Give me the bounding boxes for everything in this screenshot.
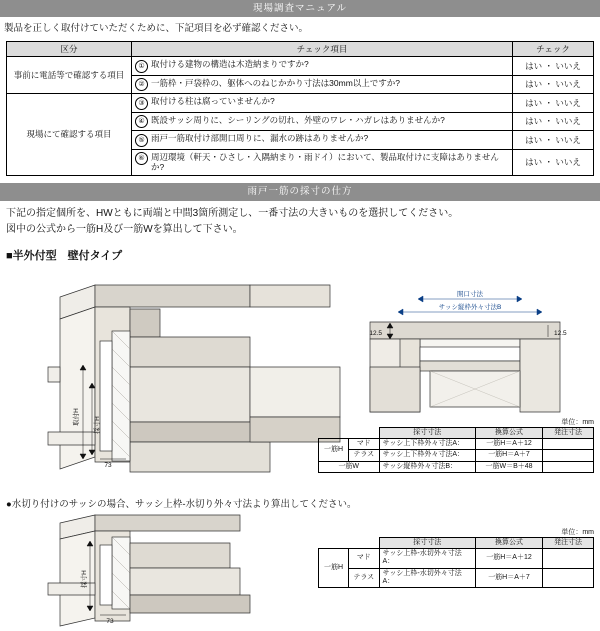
col-measured: 採寸寸法 bbox=[379, 537, 476, 548]
row-subtype: マド bbox=[349, 438, 380, 449]
dim-label-saisun-h: 採寸H bbox=[94, 415, 101, 434]
dimension-table-2 bbox=[318, 537, 594, 589]
manual-title-banner: 現場調査マニュアル bbox=[0, 0, 600, 17]
col-blank-a bbox=[319, 427, 349, 438]
col-formula: 換算公式 bbox=[476, 537, 543, 548]
item-number: ⑥ bbox=[135, 152, 148, 165]
row-subtype: マド bbox=[349, 548, 380, 568]
checklist-table bbox=[6, 41, 594, 176]
unit-label-2: 単位：mm bbox=[561, 528, 594, 536]
dim-label-73-b: 73 bbox=[106, 617, 114, 625]
formula-text: 一筋W＝B＋48 bbox=[476, 461, 543, 472]
answer-cell[interactable]: はい ・ いいえ bbox=[513, 57, 594, 76]
table-row bbox=[319, 568, 594, 588]
col-order: 発注寸法 bbox=[543, 427, 594, 438]
table-header-row bbox=[319, 427, 594, 438]
answer-cell[interactable]: はい ・ いいえ bbox=[513, 112, 594, 131]
order-value[interactable] bbox=[543, 438, 594, 449]
item-cell bbox=[132, 112, 513, 131]
dim-label-sash-outer: サッシ縦枠外々寸法B bbox=[438, 303, 502, 311]
answer-cell[interactable]: はい ・ いいえ bbox=[513, 75, 594, 94]
row-label-h: 一筋H bbox=[319, 438, 349, 461]
answer-cell[interactable]: はい ・ いいえ bbox=[513, 94, 594, 113]
table-header-row bbox=[319, 537, 594, 548]
col-order: 発注寸法 bbox=[543, 537, 594, 548]
item-number: ③ bbox=[135, 97, 148, 110]
item-number: ② bbox=[135, 78, 148, 91]
item-text: 一筋枠・戸袋枠の、躯体へのねじかかり寸法は30mm以上ですか? bbox=[151, 77, 401, 88]
measuring-title-banner: 雨戸一筋の採寸の仕方 bbox=[0, 183, 600, 200]
table-row bbox=[319, 461, 594, 472]
table-row bbox=[7, 57, 594, 76]
measured-text: サッシ上下枠外々寸法A： bbox=[379, 450, 476, 461]
item-cell bbox=[132, 75, 513, 94]
order-value[interactable] bbox=[543, 450, 594, 461]
measured-text: サッシ上枠-水切外々寸法A： bbox=[379, 548, 476, 568]
formula-text: 一筋H＝A＋12 bbox=[476, 438, 543, 449]
item-cell bbox=[132, 57, 513, 76]
col-check: チェック bbox=[513, 41, 594, 57]
section-heading-wall-type: ■半外付型 壁付タイプ bbox=[6, 249, 123, 262]
col-blank-b bbox=[319, 537, 349, 548]
unit-label-1: 単位：mm bbox=[561, 418, 594, 426]
col-formula: 換算公式 bbox=[476, 427, 543, 438]
table-header-row bbox=[7, 41, 594, 57]
measured-text: サッシ上下枠外々寸法A： bbox=[379, 438, 476, 449]
category-cell: 現場にて確認する項目 bbox=[7, 94, 132, 176]
dim-label-125-a: 12.5 bbox=[369, 329, 382, 337]
measured-text: サッシ縦枠外々寸法B： bbox=[379, 461, 476, 472]
note-mizukiri: ●水切り付けのサッシの場合、サッシ上枠-水切り外々寸法より算出してください。 bbox=[6, 498, 357, 510]
row-label-h: 一筋H bbox=[319, 548, 349, 588]
item-text: 取付ける建物の構造は木造納まりですか? bbox=[151, 59, 309, 70]
formula-text: 一筋H＝A＋7 bbox=[476, 568, 543, 588]
order-value[interactable] bbox=[543, 568, 594, 588]
dim-label-73-a: 73 bbox=[104, 461, 112, 469]
order-value[interactable] bbox=[543, 548, 594, 568]
order-value[interactable] bbox=[543, 461, 594, 472]
lead-text: 製品を正しく取付けていただくために、下記項目を必ず確認ください。 bbox=[4, 23, 309, 35]
item-text: 雨戸一筋取付け部開口周りに、漏水の跡はありませんか? bbox=[151, 133, 369, 144]
drawing-area-wall-type bbox=[0, 267, 600, 489]
col-measured: 採寸寸法 bbox=[379, 427, 476, 438]
category-cell: 事前に電話等で確認する項目 bbox=[7, 57, 132, 94]
row-subtype: テラス bbox=[349, 568, 380, 588]
dim-label-125-b: 12.5 bbox=[554, 329, 567, 337]
table-row bbox=[319, 438, 594, 449]
item-text: 取付ける柱は腐っていませんか? bbox=[151, 96, 275, 107]
answer-cell[interactable]: はい ・ いいえ bbox=[513, 149, 594, 175]
table-row bbox=[319, 548, 594, 568]
item-text: 周辺環境（軒天・ひさし・入隅納まり・雨ドイ）において、製品取付けに支障はありませんか? bbox=[151, 151, 499, 173]
table-row bbox=[319, 450, 594, 461]
dim-label-opening: 開口寸法 bbox=[457, 290, 483, 298]
row-label-w: 一筋W bbox=[319, 461, 380, 472]
item-number: ④ bbox=[135, 115, 148, 128]
measured-text: サッシ上枠-水切外々寸法A： bbox=[379, 568, 476, 588]
col-item: チェック項目 bbox=[132, 41, 513, 57]
answer-cell[interactable]: はい ・ いいえ bbox=[513, 131, 594, 150]
item-number: ① bbox=[135, 60, 148, 73]
measuring-instruction-2: 図中の公式から一筋H及び一筋Wを算出して下さい。 bbox=[6, 224, 243, 235]
formula-text: 一筋H＝A＋12 bbox=[476, 548, 543, 568]
item-cell bbox=[132, 94, 513, 113]
dim-label-toritsuke-h: 取付H bbox=[73, 407, 80, 426]
item-text: 既設サッシ周りに、シーリングの切れ、外壁のワレ・ハガレはありませんか? bbox=[151, 114, 445, 125]
col-category: 区分 bbox=[7, 41, 132, 57]
item-cell bbox=[132, 149, 513, 175]
table-row bbox=[7, 94, 594, 113]
item-cell bbox=[132, 131, 513, 150]
item-number: ⑤ bbox=[135, 134, 148, 147]
row-subtype: テラス bbox=[349, 450, 380, 461]
drawing-area-mizukiri bbox=[0, 513, 600, 631]
dimension-table-1 bbox=[318, 427, 594, 474]
measuring-instruction-1: 下記の指定個所を、HWともに両端と中間3箇所測定し、一番寸法の大きいものを選択してください。 bbox=[6, 207, 459, 219]
formula-text: 一筋H＝A＋7 bbox=[476, 450, 543, 461]
dim-label-saisun-h-2: 採寸H bbox=[81, 569, 88, 588]
